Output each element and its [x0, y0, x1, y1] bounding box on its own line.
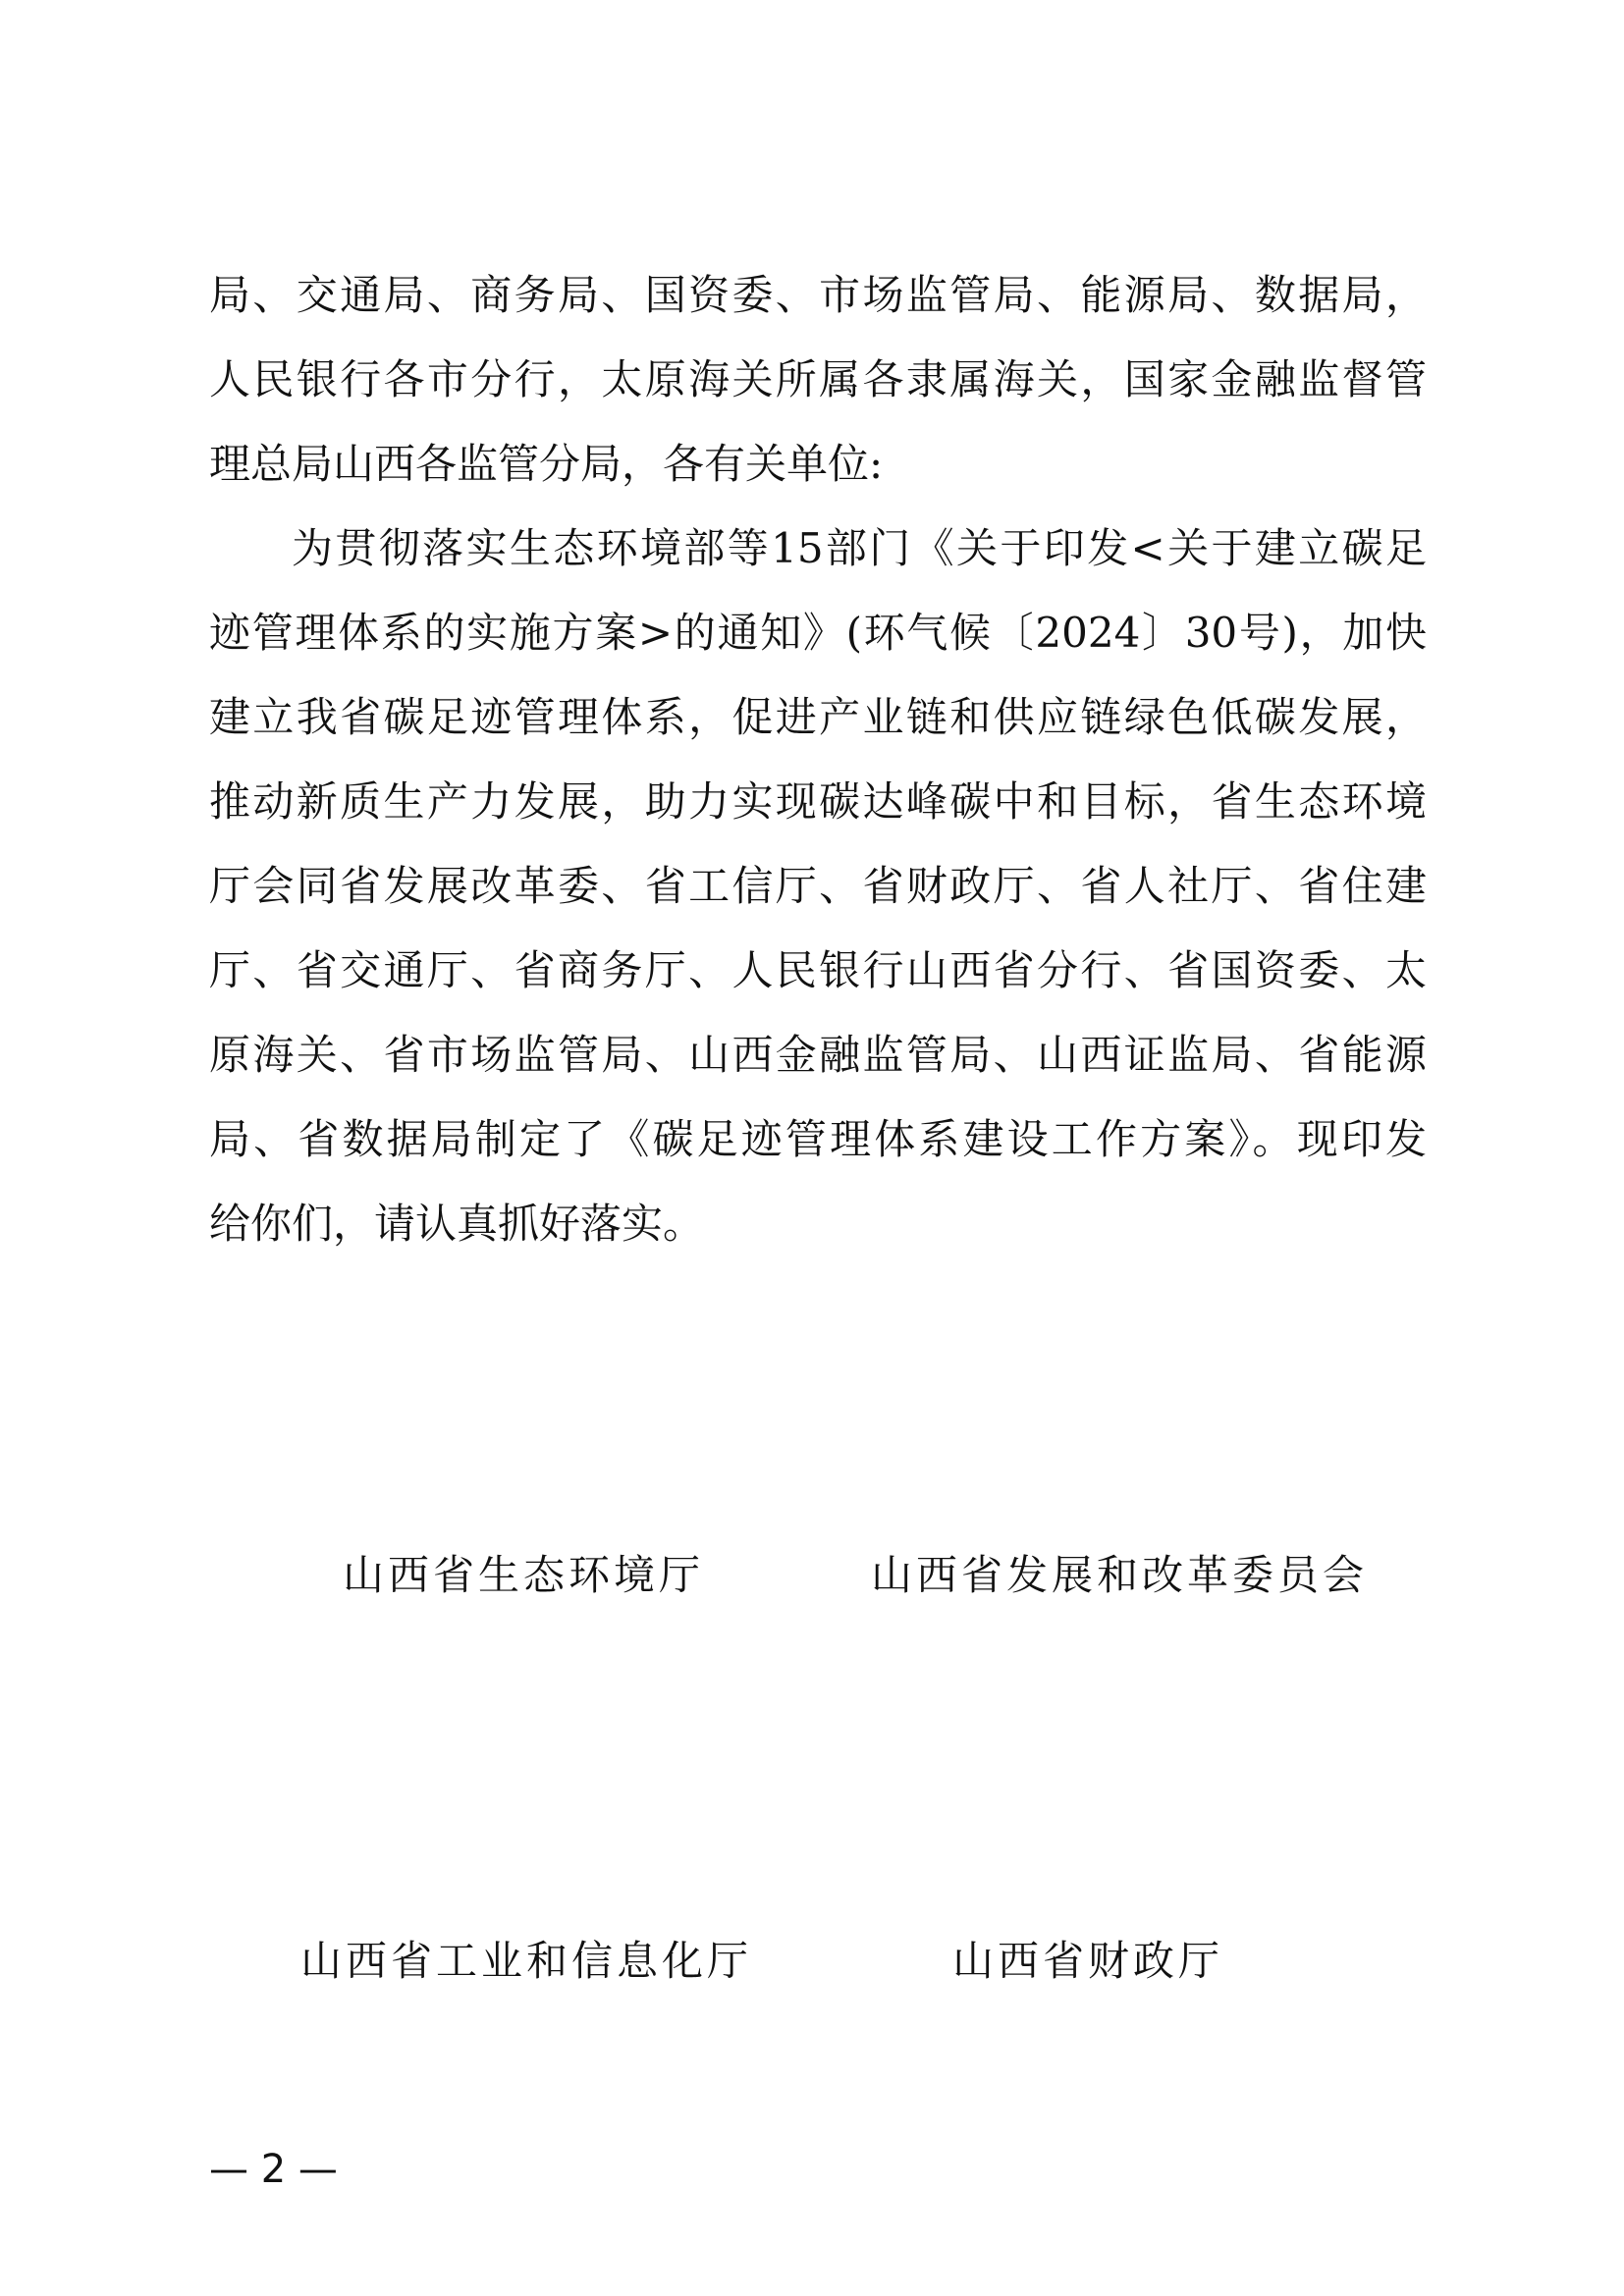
text-line: 厅会同省发展改革委、省工信厅、省财政厅、省人社厅、省住建	[209, 862, 1427, 910]
text-line: 迹管理体系的实施方案>的通知》(环气候〔2024〕30号)，加快	[209, 609, 1427, 657]
text-line: 为贯彻落实生态环境部等15部门《关于印发<关于建立碳足	[292, 524, 1427, 572]
text-line: 厅、省交通厅、省商务厅、人民银行山西省分行、省国资委、太	[209, 946, 1427, 994]
body-text	[209, 253, 1427, 1266]
text-line: 局、省数据局制定了《碳足迹管理体系建设工作方案》。现印发	[209, 1115, 1427, 1163]
text-line: 局、交通局、商务局、国资委、市场监管局、能源局、数据局，	[209, 271, 1427, 319]
text-line: 建立我省碳足迹管理体系，促进产业链和供应链绿色低碳发展，	[209, 693, 1427, 741]
text-line: 原海关、省市场监管局、山西金融监管局、山西证监局、省能源	[209, 1031, 1427, 1079]
text-line: 给你们，请认真抓好落实。	[209, 1200, 705, 1248]
signature-development-reform: 山西省发展和改革委员会	[871, 1551, 1369, 1599]
text-line: 理总局山西各监管分局，各有关单位:	[209, 440, 884, 488]
signature-finance: 山西省财政厅	[952, 1937, 1224, 1985]
page-number: — 2 —	[209, 2147, 338, 2192]
signature-eco-environment: 山西省生态环境厅	[343, 1551, 705, 1599]
text-line: 推动新质生产力发展，助力实现碳达峰碳中和目标，省生态环境	[209, 777, 1427, 826]
text-line: 人民银行各市分行，太原海关所属各隶属海关，国家金融监督管	[209, 355, 1427, 403]
signature-industry-it: 山西省工业和信息化厅	[300, 1937, 753, 1985]
